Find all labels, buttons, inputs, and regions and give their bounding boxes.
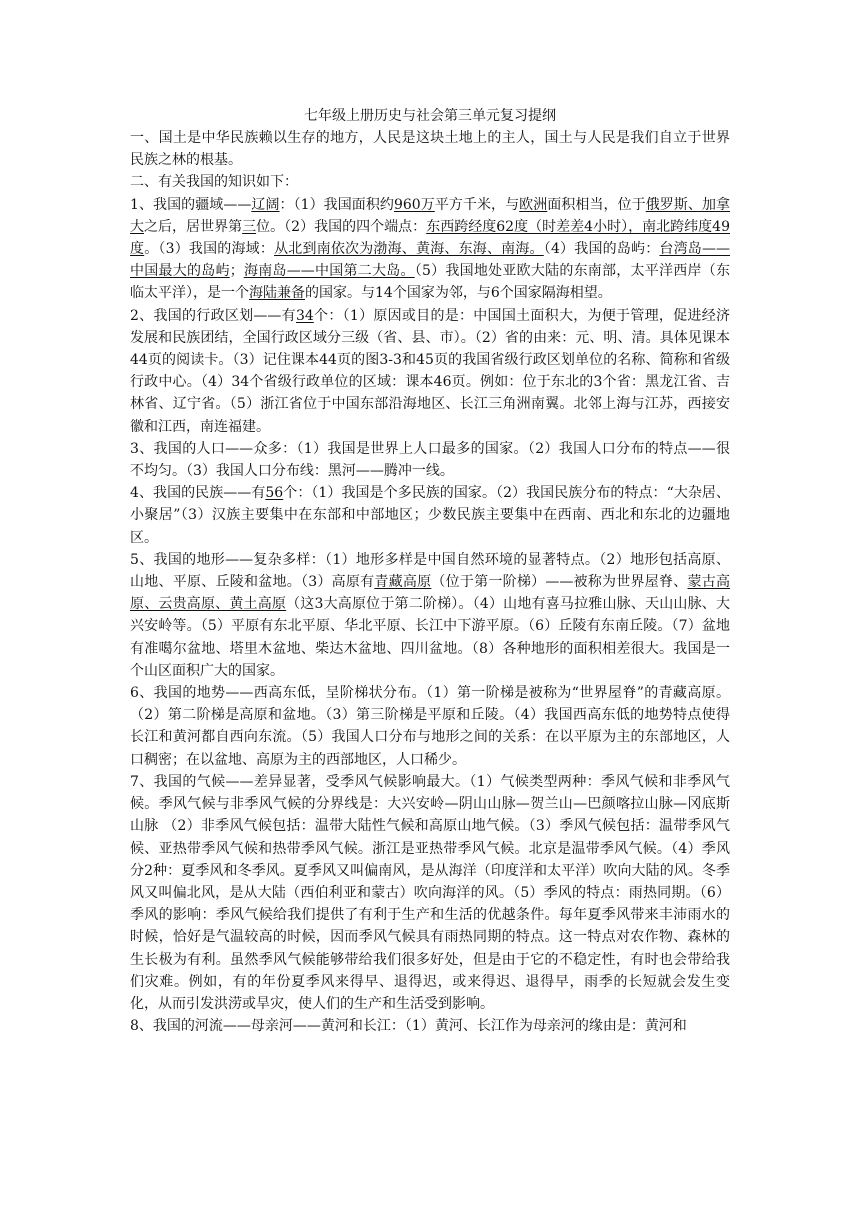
text: 位。（2）我国的四个端点： [256,218,427,235]
text: （4）我国的岛屿： [543,241,660,258]
text: 2、我国的行政区划——有 [130,307,296,324]
text: 1、我国的疆域—— [130,196,252,213]
underlined-term: 青藏高原 [374,574,432,591]
text: 之后，居世界第 [144,218,243,235]
underlined-term: 蒙古高原、云贵高原、黄土高原 [130,574,731,613]
underlined-term: 从北到南依次为渤海、黄海、东海、南海。 [274,241,544,258]
underlined-term: 东西跨经度62度（时差差4小时），南北跨纬度49度 [130,218,730,258]
section-climate: 7、我国的气候——差异显著，受季风气候影响最大。（1）气候类型两种：季风气候和非季风气候。季风气候与非季风气候的分界线是：大兴安岭—阴山山脉—贺兰山—巴颜喀拉山脉—冈底斯山脉 （2）非季风气候包括：温带大陆性气候和高原山地气候。（3）季风气候包括：温带季风气候、亚热带季风气候和热带季风气候。浙江是亚热带季风气候。北京是温带季风气候。（4）季风分2种：夏季风和冬季风。夏季风又叫偏南风，是从海洋（印度洋和太平洋）吹向大陆的风。冬季风又叫偏北风，是从大陆（西伯利亚和蒙古）吹向海洋的风。（5）季风的特点：雨热同期。（6）季风的影响：季风气候给我们提供了有利于生产和生活的优越条件。每年夏季风带来丰沛雨水的时候，恰好是气温较高的时候，因而季风气候具有雨热同期的特点。这一特点对农作物、森林的生长极为有利。虽然季风气候能够带给我们很多好处，但是由于它的不稳定性，有时也会带给我们灾难。例如，有的年份夏季风来得早、退得迟，或来得迟、退得早，雨季的长短就会发生变化，从而引发洪涝或旱灾，使人们的生产和生活受到影响。 [130,773,730,1012]
underlined-term: 海南岛——中国第二大岛。 [243,263,415,280]
underlined-term: 三 [242,218,257,235]
underlined-term: 56 [265,485,284,502]
text: 5、我国的地形——复杂多样：（1）地形多样是中国自然环境的显著特点。（2）地形包括高原、山地、平原、丘陵和盆地。（3）高原有 [130,551,730,591]
document-page [130,105,730,1037]
text: 个：（1）原因或目的是：中国国土面积大，为便于管理，促进经济发展和民族团结，全国行政区域分三级（省、县、市）。（2）省的由来：元、明、清。具体见课本44页的阅读卡。（3）记住课本44页的图3-3和45页的我国省级行政区划单位的名称、简称和省级行政中心。（4）34个省级行政单位的区域：课本46页。例如：位于东北的3个省：黑龙江省、吉林省、辽宁省。（5）浙江省位于中国东部沿海地区、长江三角洲南翼。北邻上海与江苏，西接安徽和江西，南连福建。 [130,307,730,435]
section-rivers: 8、我国的河流——母亲河——黄河和长江：（1）黄河、长江作为母亲河的缘由是：黄河和 [130,1018,687,1035]
underlined-term: 台湾岛——中国最大的岛屿 [130,241,731,280]
text: 面积相当，位于 [547,196,646,213]
text: 平方千米，与 [434,196,520,213]
text: （位于第一阶梯）——被称为世界屋脊、 [431,574,688,591]
section-topography: 6、我国的地势——西高东低，呈阶梯状分布。（1）第一阶梯是被称为“世界屋脊”的青藏高原。（2）第二阶梯是高原和盆地。（3）第三阶梯是平原和丘陵。（4）我国西高东低的地势特点使得长江和黄河都自西向东流。（5）我国人口分布与地形之间的关系：在以平原为主的东部地区，人口稠密；在以盆地、高原为主的西部地区，人口稀少。 [130,685,730,768]
text: ：（1）我国面积约 [279,196,394,213]
text: 的国家。与14个国家为邻，与6个国家隔海相望。 [305,285,612,302]
section-ethnic-groups [130,482,730,549]
underlined-term: 欧洲 [519,196,548,213]
text: （5）我国地处亚欧大陆的东南部，太平洋西岸（东临太平洋），是一个 [130,263,731,302]
section-administrative-divisions [130,305,730,438]
underlined-term: 俄罗斯、加拿大 [130,196,731,235]
underlined-term: 34 [295,307,314,324]
underlined-term: 960万 [393,196,435,213]
text: 个：（1）我国是个多民族的国家。（2）我国民族分布的特点：“大杂居、小聚居”（3）汉族主要集中在东部和中部地区；少数民族主要集中在西南、西北和东北的边疆地区。 [130,485,730,546]
section-population: 3、我国的人口——众多：（1）我国是世界上人口最多的国家。（2）我国人口分布的特点——很不均匀。（3）我国人口分布线：黑河——腾冲一线。 [130,440,730,480]
section-territory [130,194,730,305]
underlined-term: 海陆兼备 [249,285,305,302]
text: ； [229,263,244,280]
underlined-term: 辽阔 [251,196,280,213]
document-title: 七年级上册历史与社会第三单元复习提纲 [304,108,556,124]
section-terrain [130,549,730,682]
paragraph-intro: 一、国土是中华民族赖以生存的地方，人民是这块土地上的主人，国土与人民是我们自立于世界民族之林的根基。 [130,130,730,169]
text: 。（3）我国的海域： [144,241,275,258]
paragraph-heading-two: 二、有关我国的知识如下： [130,174,298,191]
text: 4、我国的民族——有 [130,485,266,502]
text: （这3大高原位于第二阶梯）。（4）山地有喜马拉雅山脉、天山山脉、大兴安岭等。（5）平原有东北平原、华北平原、长江中下游平原。（6）丘陵有东南丘陵。（7）盆地有准噶尔盆地、塔里木盆地、柴达木盆地、四川盆地。（8）各种地形的面积相差很大。我国是一个山区面积广大的国家。 [130,596,730,679]
